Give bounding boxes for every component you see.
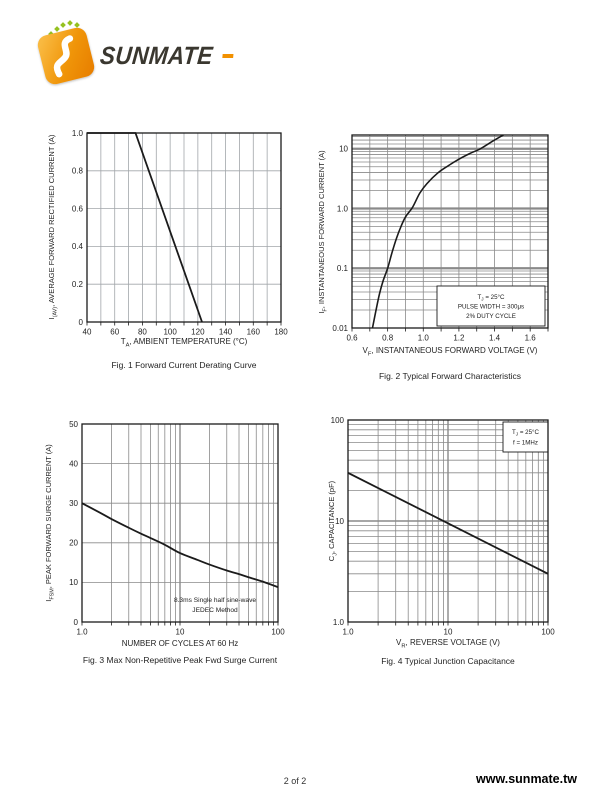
logo-dot-icon	[67, 20, 73, 26]
fig1-grid	[87, 133, 281, 322]
fig1-y-axis-title: $I_{(AV)}$, AVERAGE FORWARD RECTIFIED CURRENT (A)	[47, 134, 59, 320]
logo-brand-text	[99, 42, 246, 72]
svg-text:10: 10	[443, 627, 453, 637]
fig1-forward-current-derating-chart	[38, 120, 303, 400]
svg-text:50: 50	[69, 419, 78, 429]
logo-brand-label: SUNMATE	[98, 42, 215, 70]
svg-text:1.4: 1.4	[488, 333, 501, 343]
svg-text:0.8: 0.8	[71, 166, 83, 176]
svg-text:1.0: 1.0	[342, 627, 354, 637]
svg-text:TJ = 25°C: $T_J = 25^\circ C$	[512, 429, 539, 437]
page-number: 2 of 2	[283, 776, 307, 786]
fig3-caption: Fig. 3 Max Non-Repetitive Peak Fwd Surge Current	[82, 655, 278, 665]
svg-text:0.4: 0.4	[71, 242, 83, 252]
svg-text:1.0: 1.0	[76, 627, 88, 637]
fig3-y-axis-title: $I_{FSM}$, PEAK FORWARD SURGE CURRENT (A)	[44, 444, 56, 602]
svg-text:0.01: 0.01	[332, 323, 348, 333]
logo-accent-bar	[222, 54, 233, 58]
logo-diamond-icon	[36, 26, 97, 87]
svg-text:0.2: 0.2	[71, 280, 83, 289]
fig4-x-axis-title: $V_R$, REVERSE VOLTAGE (V)	[396, 638, 500, 650]
svg-text:100: 100	[541, 627, 555, 637]
svg-text:140: 140	[218, 327, 233, 337]
svg-text:40: 40	[82, 327, 92, 337]
website-url: www.sunmate.tw	[476, 772, 577, 786]
svg-text:1.2: 1.2	[453, 333, 465, 343]
svg-text:1.6: 1.6	[524, 333, 536, 343]
fig2-y-axis-title: $I_F$, INSTANTANEOUS FORWARD CURRENT (A)	[317, 150, 329, 314]
fig2-typical-forward-characteristics-chart	[303, 120, 568, 400]
logo-s-swirl-icon	[36, 26, 97, 87]
svg-text:30: 30	[69, 499, 78, 508]
fig3-peak-forward-surge-current-chart	[33, 405, 298, 685]
svg-text:TJ = 25°C: $T_J = 25^\circ C$	[477, 293, 505, 302]
svg-text:160: 160	[246, 327, 260, 337]
fig4-y-axis-title: $C_J$, CAPACITANCE (pF)	[327, 480, 339, 562]
svg-text:100: 100	[163, 327, 177, 337]
svg-text:1.0: 1.0	[336, 204, 348, 214]
svg-text:f = 1MHz: f = 1MHz	[513, 439, 538, 447]
logo-dot-icon	[60, 22, 66, 28]
sunmate-logo	[38, 20, 258, 100]
fig4-typical-junction-capacitance-chart	[303, 405, 568, 685]
fig2-x-axis-title: $V_F$, INSTANTANEOUS FORWARD VOLTAGE (V)	[362, 346, 538, 358]
fig2-annotation	[437, 286, 545, 326]
svg-text:1.0: 1.0	[71, 128, 83, 138]
svg-text:8.3ms Single half sine-wave: 8.3ms Single half sine-wave	[173, 597, 257, 604]
svg-text:1.0: 1.0	[332, 617, 344, 627]
svg-text:0.6: 0.6	[346, 333, 358, 343]
fig2-caption: Fig. 2 Typical Forward Characteristics	[378, 371, 522, 381]
fig1-curve-forward-current-derating	[87, 133, 202, 322]
svg-text:120: 120	[191, 327, 205, 337]
svg-text:100: 100	[330, 415, 344, 425]
svg-text:80: 80	[137, 327, 147, 337]
svg-text:10: 10	[175, 627, 185, 637]
fig3-grid	[82, 424, 278, 622]
fig4-caption: Fig. 4 Typical Junction Capacitance	[381, 656, 515, 666]
svg-text:20: 20	[69, 538, 78, 548]
fig1-plot	[38, 120, 303, 356]
svg-text:10: 10	[69, 578, 78, 588]
fig4-annotation	[503, 422, 548, 452]
svg-text:0.8: 0.8	[382, 333, 394, 343]
svg-text:0.6: 0.6	[71, 204, 83, 214]
fig1-caption: Fig. 1 Forward Current Derating Curve	[111, 360, 257, 370]
sunmate-logo-mark	[38, 20, 100, 88]
fig3-x-axis-title: NUMBER OF CYCLES AT 60 Hz	[121, 639, 239, 648]
fig1-x-axis-title: $T_A$, AMBIENT TEMPERATURE (°C)	[120, 337, 248, 349]
fig3-annotation	[174, 597, 256, 614]
svg-text:60: 60	[110, 327, 120, 337]
svg-text:1.0: 1.0	[417, 333, 429, 343]
svg-text:100: 100	[271, 627, 285, 637]
svg-text:0: 0	[78, 317, 83, 327]
fig1-tick-labels	[72, 129, 288, 337]
svg-text:JEDEC Method: JEDEC Method	[192, 607, 238, 614]
svg-text:2% DUTY CYCLE: 2% DUTY CYCLE	[466, 312, 516, 320]
svg-text:0: 0	[73, 617, 78, 627]
svg-text:40: 40	[69, 459, 78, 469]
fig3-plot	[33, 405, 298, 641]
svg-text:10: 10	[339, 144, 348, 154]
svg-text:180: 180	[274, 327, 288, 337]
svg-text:10: 10	[335, 516, 344, 526]
svg-text:PULSE WIDTH = 300μs: PULSE WIDTH = 300μs	[457, 303, 525, 311]
fig2-plot	[303, 120, 568, 356]
fig4-plot	[303, 405, 568, 641]
svg-text:0.1: 0.1	[336, 264, 348, 274]
